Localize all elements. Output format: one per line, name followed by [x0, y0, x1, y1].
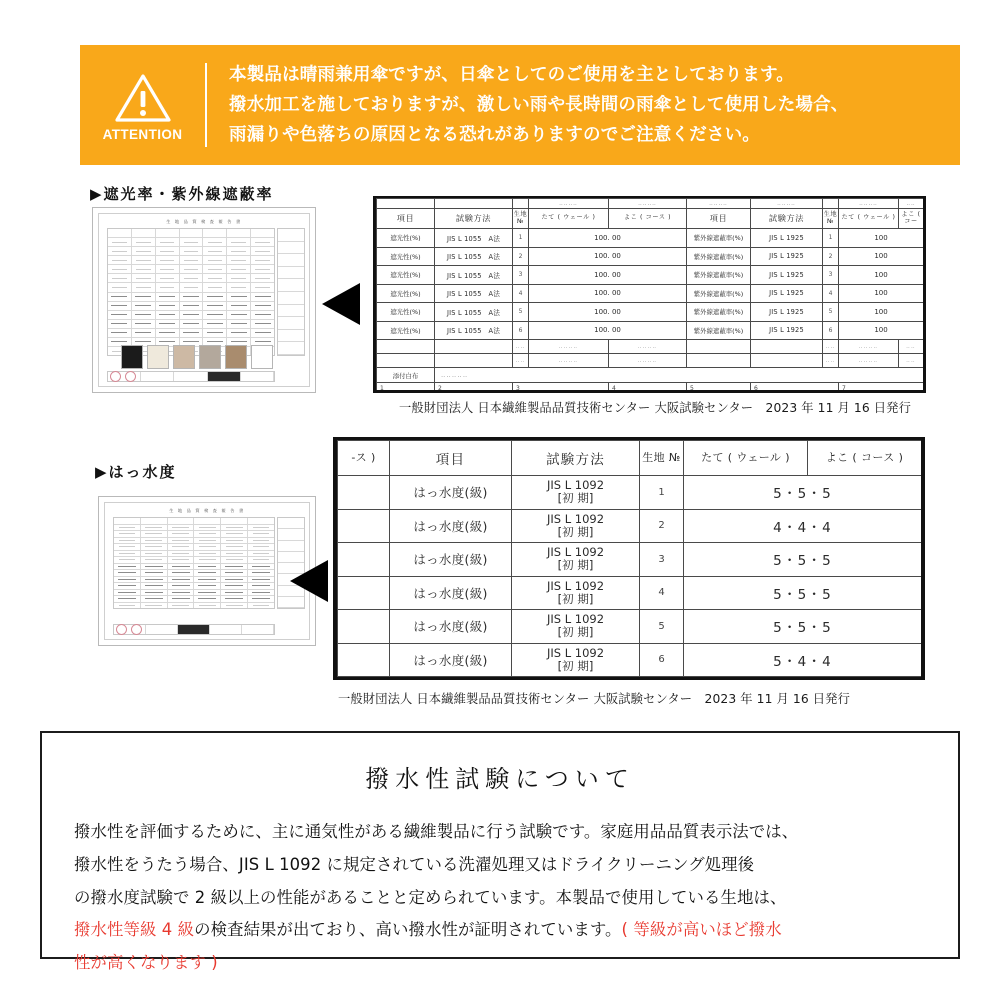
- cell-fabric-no: 6: [640, 643, 684, 677]
- method-line-1: JIS L 1092: [546, 645, 605, 660]
- scan-grid: [113, 517, 275, 609]
- dots-cell: ‥‥‥‥: [529, 199, 609, 209]
- col-header-warp: たて ( ウェール ): [529, 209, 609, 229]
- cell-method: [512, 610, 640, 644]
- col-header-item: 項目: [390, 441, 512, 476]
- water-repellency-note-box: [40, 731, 960, 973]
- footer-number: 3: [513, 383, 609, 394]
- table-caption-repellency: 一般財団法人 日本繊維製品品質技術センター 大阪試験センター 2023 年 11 月 16 日発行: [338, 692, 850, 706]
- table-row: [377, 247, 924, 266]
- cell-item: 遮光性(%): [377, 321, 435, 340]
- table-row: [377, 266, 924, 285]
- cell-value: 5・5・5: [684, 476, 922, 510]
- method-line-1: JIS L 1092: [546, 478, 605, 493]
- cell-fabric-no: 4: [640, 576, 684, 610]
- cell-attachment-dots: ‥‥‥‥‥: [435, 368, 924, 383]
- cell-method-2: JIS L 1925: [751, 229, 823, 248]
- cell-fabric-no: 5: [640, 610, 684, 644]
- cell-item-2: 紫外線遮蔽率(%): [687, 247, 751, 266]
- fabric-swatch-strip: [121, 345, 273, 369]
- table-row: [377, 199, 924, 209]
- dots-cell: ‥‥: [513, 354, 529, 368]
- pointer-arrow-shading: [322, 283, 360, 325]
- fabric-swatch: [251, 345, 273, 369]
- dots-cell: ‥‥‥‥: [609, 340, 687, 354]
- note-line-1: 撥水性を評価するために、主に通気性がある繊維製品に行う試験です。家庭用品品質表示法では、: [74, 822, 799, 841]
- dots-cell: ‥‥‥‥: [751, 199, 823, 209]
- scan-report-title: 生 地 品 質 検 査 報 告 書: [169, 508, 245, 513]
- fabric-swatch: [121, 345, 143, 369]
- cell-item: はっ水度(級): [390, 643, 512, 677]
- table-row: [377, 321, 924, 340]
- footer-number: 1: [377, 383, 435, 394]
- cell-value-2: 100: [839, 247, 924, 266]
- dots-cell: ‥‥: [513, 340, 529, 354]
- cell-method: JIS L 1055 A法: [435, 266, 513, 285]
- method-line-1: JIS L 1092: [546, 578, 605, 593]
- dots-cell: ‥‥‥‥: [609, 354, 687, 368]
- method-line-2: [初 期]: [557, 625, 594, 640]
- cell-item-2: 紫外線遮蔽率(%): [687, 284, 751, 303]
- method-line-2: [初 期]: [557, 558, 594, 573]
- method-line-2: [初 期]: [557, 524, 594, 539]
- dots-cell: ‥‥: [899, 354, 924, 368]
- cell-method: [512, 509, 640, 543]
- cell-method: JIS L 1055 A法: [435, 229, 513, 248]
- cell-item-2: 紫外線遮蔽率(%): [687, 229, 751, 248]
- table-row: [377, 303, 924, 322]
- col-header-item: 項目: [377, 209, 435, 229]
- scan-footer-strip: [113, 624, 275, 635]
- cell-method: [512, 643, 640, 677]
- col-header-method: 試験方法: [435, 209, 513, 229]
- attention-icon-group: [80, 68, 205, 142]
- scan-thumbnail-shading-report[interactable]: [92, 207, 316, 393]
- cell-value: 5・5・5: [684, 610, 922, 644]
- dots-cell: ‥‥‥‥: [529, 354, 609, 368]
- dots-cell: ‥‥‥‥: [529, 340, 609, 354]
- shading-uv-table-container: [373, 196, 926, 393]
- water-repellency-table-container: [333, 437, 925, 680]
- table-row: [338, 610, 922, 644]
- cell-method: JIS L 1055 A法: [435, 247, 513, 266]
- cell-method: [512, 576, 640, 610]
- cell-fabric-no: 2: [513, 247, 529, 266]
- cell-value: 5・4・4: [684, 643, 922, 677]
- cell-value: 4・4・4: [684, 509, 922, 543]
- scan-grid: [107, 228, 275, 356]
- cell-fabric-no-2: 2: [823, 247, 839, 266]
- col-header-fabric-no-2: 生地 №: [823, 209, 839, 229]
- table-row: [338, 677, 922, 681]
- table-footer-number-row: [377, 383, 924, 394]
- col-header-weft-2: よこ ( コー: [899, 209, 924, 229]
- footer-number: 2: [435, 383, 513, 394]
- cell-item: はっ水度(級): [390, 543, 512, 577]
- table-row-attachment: [377, 368, 924, 383]
- cell-value: 5・5・5: [684, 543, 922, 577]
- dots-cell: ‥‥: [899, 199, 924, 209]
- table-row: [377, 354, 924, 368]
- cell-fabric-no-2: 1: [823, 229, 839, 248]
- cell-fabric-no-2: 4: [823, 284, 839, 303]
- cell-method-2: JIS L 1925: [751, 266, 823, 285]
- cell-value: 100. 00: [529, 321, 687, 340]
- col-header-method-2: 試験方法: [751, 209, 823, 229]
- table-row: [338, 576, 922, 610]
- dots-cell: ‥‥: [823, 354, 839, 368]
- footer-number: 6: [751, 383, 839, 394]
- cell-fabric-no: 1: [640, 476, 684, 510]
- col-header-warp: たて ( ウェール ): [684, 441, 808, 476]
- method-line-1: JIS L 1092: [546, 545, 605, 560]
- dots-cell: ‥‥: [899, 340, 924, 354]
- note-line-4: [74, 914, 928, 947]
- note-highlight-grade: 撥水性等級 4 級: [74, 920, 195, 940]
- cell-method-2: JIS L 1925: [751, 247, 823, 266]
- col-header-warp-2: たて ( ウェール ): [839, 209, 899, 229]
- dots-cell: ‥‥: [823, 340, 839, 354]
- cell-item: 遮光性(%): [377, 303, 435, 322]
- cell-value-2: 100: [839, 321, 924, 340]
- cell-fabric-no: 2: [640, 509, 684, 543]
- seal-stamp-icon: [131, 624, 142, 635]
- note-paren-close: 性が高くなります ): [74, 953, 218, 973]
- col-header-fabric-no: 生地 №: [640, 441, 684, 476]
- attention-divider: [205, 63, 207, 147]
- method-line-2: [初 期]: [557, 658, 594, 673]
- seal-stamp-icon: [125, 371, 136, 382]
- note-paren-open: ( 等級が高いほど撥水: [621, 920, 782, 940]
- attention-line-1: 本製品は晴雨兼用傘ですが、日傘としてのご使用を主としております。: [229, 64, 794, 85]
- footer-number: 7: [839, 383, 924, 394]
- method-line-1: JIS L 1092: [546, 612, 605, 627]
- cell-value: 100. 00: [529, 284, 687, 303]
- attention-line-2: 撥水加工を施しておりますが、激しい雨や長時間の雨傘として使用した場合、: [229, 94, 849, 115]
- table-header-row: [377, 209, 924, 229]
- footer-number: 5: [687, 383, 751, 394]
- col-header-fabric-no: 生地 №: [513, 209, 529, 229]
- cell-item: はっ水度(級): [390, 610, 512, 644]
- warning-triangle-icon: [114, 72, 172, 124]
- table-row: [377, 284, 924, 303]
- note-line-3: の撥水度試験で 2 級以上の性能があることと定められています。本製品で使用している生地は、: [74, 887, 787, 907]
- cell-method: JIS L 1055 A法: [435, 321, 513, 340]
- scan-inner-frame: [104, 502, 310, 640]
- col-header-method: 試験方法: [512, 441, 640, 476]
- col-header-item-2: 項目: [687, 209, 751, 229]
- cell-value-2: 100: [839, 284, 924, 303]
- attention-line-3: 雨漏りや色落ちの原因となる恐れがありますのでご注意ください。: [229, 125, 760, 146]
- table-row: [338, 543, 922, 577]
- cell-item: 遮光性(%): [377, 284, 435, 303]
- cell-method: [512, 476, 640, 510]
- cell-fabric-no-2: 3: [823, 266, 839, 285]
- cell-fabric-no: 4: [513, 284, 529, 303]
- fabric-swatch: [225, 345, 247, 369]
- fabric-swatch: [173, 345, 195, 369]
- table-header-row: [338, 441, 922, 476]
- dots-cell: ‥‥‥‥: [687, 199, 751, 209]
- col-header-weft: よこ ( コース ): [808, 441, 922, 476]
- attention-message: [229, 60, 849, 150]
- cell-value: 100. 00: [529, 247, 687, 266]
- cell-value-2: 100: [839, 266, 924, 285]
- note-line-5: [74, 947, 928, 980]
- water-repellency-table: [337, 440, 922, 680]
- dots-cell: ‥‥‥‥: [839, 199, 899, 209]
- cell-value: 5・5・5: [684, 576, 922, 610]
- cell-fabric-no-2: 5: [823, 303, 839, 322]
- footer-number: 4: [609, 383, 687, 394]
- cell-item: はっ水度(級): [390, 509, 512, 543]
- fabric-swatch: [199, 345, 221, 369]
- cell-fabric-no: 3: [640, 543, 684, 577]
- cell-item: はっ水度(級): [390, 576, 512, 610]
- scan-side-panel: [277, 228, 305, 356]
- section-label-shading-uv: ▶遮光率・紫外線遮蔽率: [90, 185, 274, 203]
- attention-banner: [80, 45, 960, 165]
- scan-inner-frame: [98, 213, 310, 387]
- dots-cell: ‥‥‥‥: [609, 199, 687, 209]
- cell-item: 遮光性(%): [377, 247, 435, 266]
- table-row: [377, 229, 924, 248]
- col-header-weft: よこ ( コース ): [609, 209, 687, 229]
- cell-value: 100. 00: [529, 229, 687, 248]
- cell-item-2: 紫外線遮蔽率(%): [687, 321, 751, 340]
- cell-item: 遮光性(%): [377, 229, 435, 248]
- cell-item: はっ水度(級): [390, 476, 512, 510]
- note-line-2: 撥水性をうたう場合、JIS L 1092 に規定されている洗濯処理又はドライクリーニング処理後: [74, 854, 755, 874]
- cell-item-2: 紫外線遮蔽率(%): [687, 303, 751, 322]
- cell-method-2: JIS L 1925: [751, 321, 823, 340]
- pointer-arrow-repellency: [290, 560, 328, 602]
- cell-method: JIS L 1055 A法: [435, 303, 513, 322]
- table-row: [338, 476, 922, 510]
- method-line-2: [初 期]: [557, 491, 594, 506]
- dots-cell: ‥‥‥‥: [839, 340, 899, 354]
- table-caption-shading: 一般財団法人 日本繊維製品品質技術センター 大阪試験センター 2023 年 11 月 16 日発行: [399, 401, 911, 415]
- cell-item-2: 紫外線遮蔽率(%): [687, 266, 751, 285]
- cell-fabric-no: 1: [513, 229, 529, 248]
- fabric-swatch: [147, 345, 169, 369]
- cell-method-2: JIS L 1925: [751, 284, 823, 303]
- seal-stamp-icon: [116, 624, 127, 635]
- cell-attachment-label: 添付白布: [377, 368, 435, 383]
- scan-report-title: 生 地 品 質 検 査 報 告 書: [166, 219, 242, 224]
- section-label-water-repellency: ▶はっ水度: [95, 463, 177, 481]
- shading-uv-table: [376, 198, 924, 393]
- table-row: [338, 643, 922, 677]
- dots-cell: ‥‥‥‥: [839, 354, 899, 368]
- cell-value-2: 100: [839, 229, 924, 248]
- cell-value-2: 100: [839, 303, 924, 322]
- cell-method-2: JIS L 1925: [751, 303, 823, 322]
- cell-method: [512, 543, 640, 577]
- cell-fabric-no: 6: [513, 321, 529, 340]
- note-line-4-black: の検査結果が出ており、高い撥水性が証明されています。: [194, 920, 622, 940]
- note-body: [74, 816, 928, 980]
- scan-thumbnail-repellency-report[interactable]: [98, 496, 316, 646]
- attention-label: ATTENTION: [102, 127, 183, 142]
- cell-item: 遮光性(%): [377, 266, 435, 285]
- scan-footer-strip: [107, 371, 275, 382]
- method-line-1: JIS L 1092: [546, 511, 605, 526]
- table-row: [377, 340, 924, 354]
- method-line-2: [初 期]: [557, 591, 594, 606]
- seal-stamp-icon: [110, 371, 121, 382]
- cell-fabric-no: 3: [513, 266, 529, 285]
- cell-method: JIS L 1055 A法: [435, 284, 513, 303]
- cell-value: 100. 00: [529, 266, 687, 285]
- table-row: [338, 509, 922, 543]
- note-title: 撥水性試験について: [365, 765, 635, 793]
- cell-value: 100. 00: [529, 303, 687, 322]
- col-header-edge: -ス ): [338, 441, 390, 476]
- cell-fabric-no: 5: [513, 303, 529, 322]
- cell-fabric-no-2: 6: [823, 321, 839, 340]
